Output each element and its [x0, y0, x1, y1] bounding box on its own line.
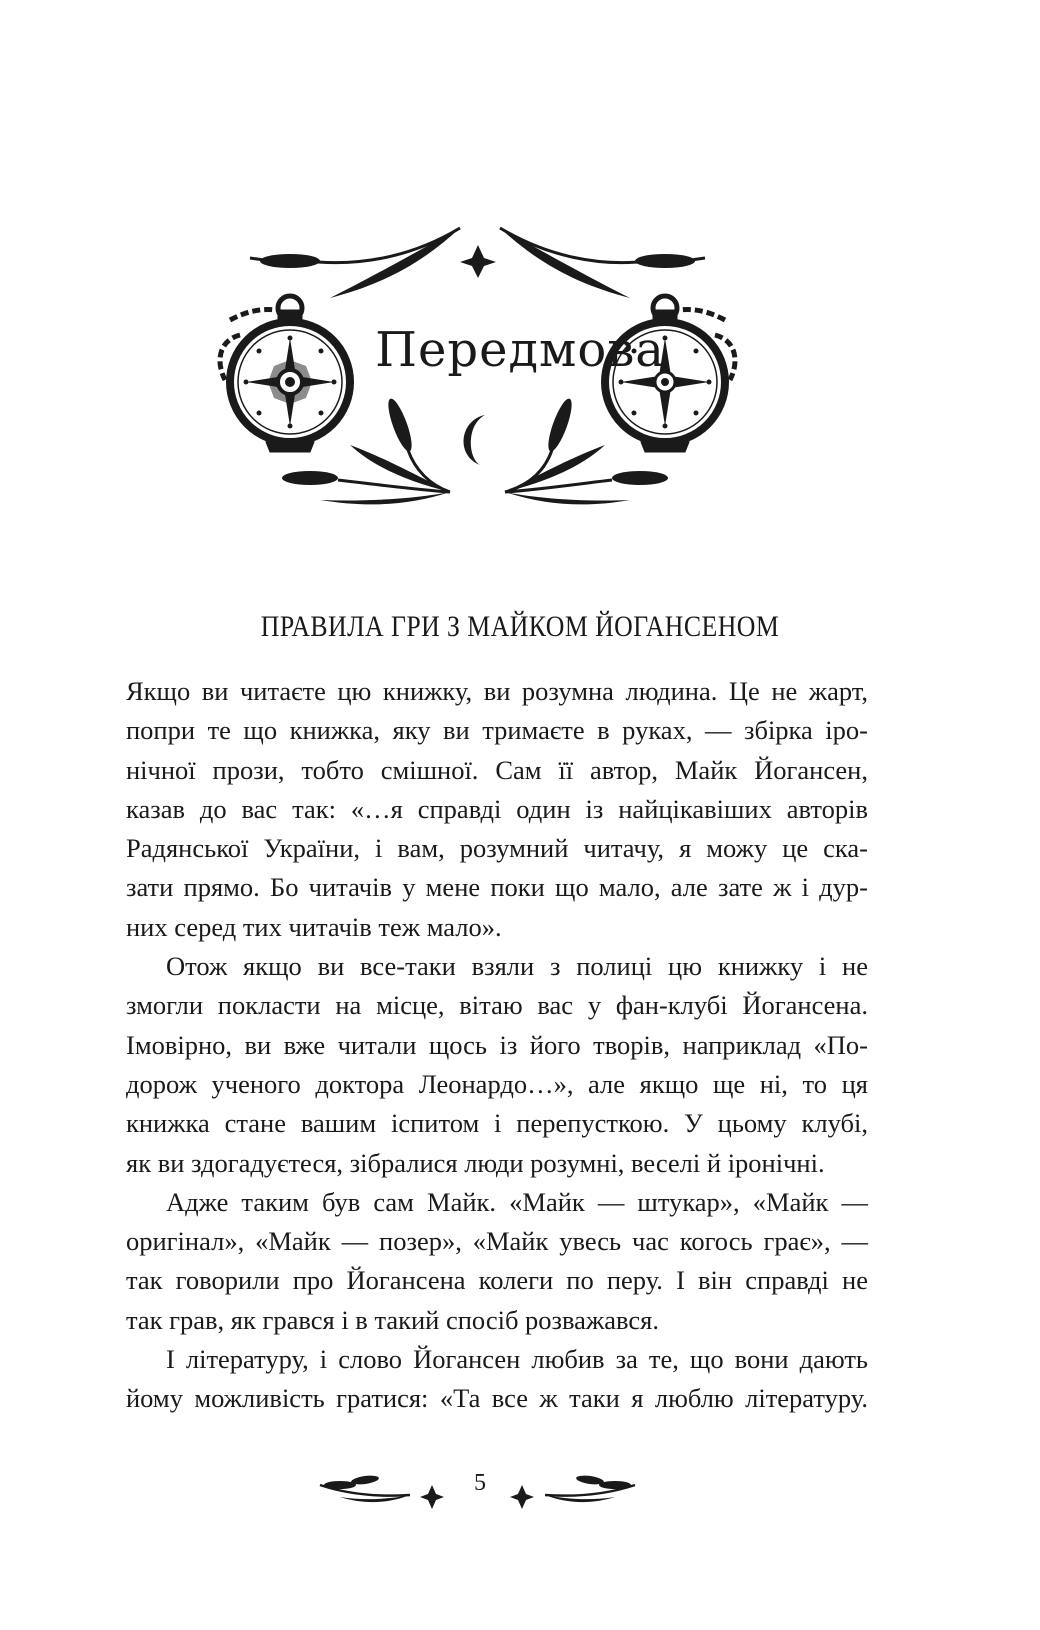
reed-top-left-icon [250, 228, 460, 298]
text-line: змогли покласти на місце, вітаю вас у фан-клубі Йогансена. [126, 990, 868, 1021]
chapter-title: Передмова [375, 322, 665, 378]
moon-icon [464, 415, 485, 465]
text-line: зати прямо. Бо читачів у мене поки що мало, але зате ж і дур- [126, 872, 868, 903]
section-heading: ПРАВИЛА ГРИ З МАЙКОМ ЙОГАНСЕНОМ [260, 610, 780, 643]
text-line: нічної прози, тобто смішної. Сам її автор, Майк Йогансен, [126, 754, 868, 785]
text-line: Отож якщо ви все-таки взяли з полиці цю книжку і не [166, 951, 868, 982]
text-line: як ви здогадуєтеся, зібралися люди розумні, веселі й іронічні. [126, 1147, 825, 1178]
body-text [126, 672, 868, 1419]
reed-bottom-right-icon [505, 396, 668, 504]
text-line: так грав, як грався і в такий спосіб розважався. [126, 1304, 659, 1335]
page-number: 5 [474, 1470, 486, 1496]
text-line: Радянської України, і вам, розумний читачу, я можу це ска- [126, 833, 868, 864]
text-line: йому можливість гратися: «Та все ж таки я люблю літературу. [126, 1383, 868, 1414]
text-line: Адже таким був сам Майк. «Майк — штукар», «Майк — [166, 1186, 868, 1217]
reed-top-right-icon [500, 228, 705, 298]
text-line: книжка стане вашим іспитом і перепусткою. У цьому клубі, [126, 1108, 868, 1139]
text-line: попри те що книжка, яку ви тримаєте в руках, — збірка іро- [126, 715, 868, 746]
star-icon [460, 245, 496, 278]
text-line: І літературу, і слово Йогансен любив за те, що вони дають [166, 1344, 868, 1375]
text-line: казав до вас так: «…я справді один із найцікавіших авторів [126, 793, 868, 824]
text-line: так говорили про Йогансена колеги по перу. І він справді не [126, 1265, 868, 1296]
chapter-ornament [210, 220, 830, 540]
text-line: Імовірно, ви вже читали щось із його творів, наприклад «По- [126, 1029, 868, 1060]
text-line: оригінал», «Майк — позер», «Майк увесь час когось грає», — [126, 1226, 868, 1257]
text-line: них серед тих читачів теж мало». [126, 911, 502, 942]
text-line: дорож ученого доктора Леонардо…», але якщо ще ні, то ця [126, 1068, 868, 1099]
text-line: Якщо ви читаєте цю книжку, ви розумна людина. Це не жарт, [126, 676, 868, 706]
